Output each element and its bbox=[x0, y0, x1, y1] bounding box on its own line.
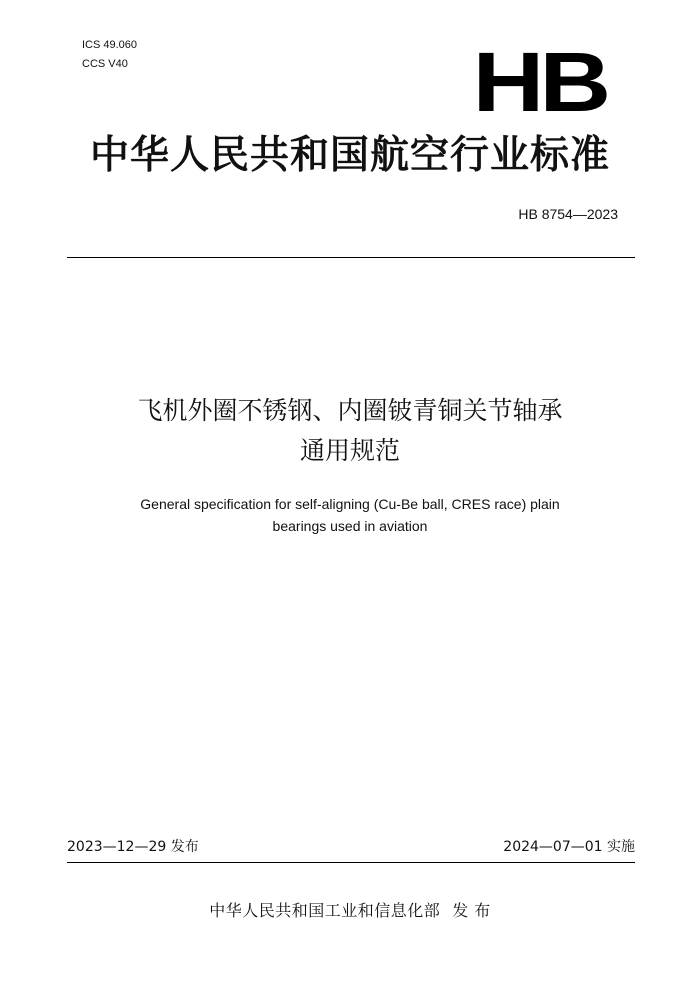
standard-category-title: 中华人民共和国航空行业标准 bbox=[89, 133, 610, 178]
ccs-code: CCS V40 bbox=[82, 58, 128, 70]
bottom-divider bbox=[67, 862, 635, 863]
publish-action: 发 布 bbox=[452, 901, 491, 920]
classification-codes bbox=[82, 36, 137, 74]
publisher-name: 中华人民共和国工业和信息化部 bbox=[209, 901, 441, 920]
english-title-line-1: General specification for self-aligning (Cu-Be ball, CRES race) plain bbox=[140, 496, 560, 512]
hb-logo: HB bbox=[472, 35, 606, 129]
publisher bbox=[0, 898, 700, 921]
top-divider bbox=[67, 257, 635, 258]
issue-date: 2023—12—29 发布 bbox=[67, 839, 199, 855]
ics-code: ICS 49.060 bbox=[82, 39, 138, 51]
standard-number: HB 8754—2023 bbox=[518, 206, 618, 222]
implementation-date: 2024—07—01 实施 bbox=[503, 839, 635, 855]
chinese-title-line-2: 通用规范 bbox=[299, 436, 400, 465]
english-title-line-2: bearings used in aviation bbox=[272, 518, 428, 534]
chinese-title-line-1: 飞机外圈不锈钢、内圈铍青铜关节轴承 bbox=[137, 396, 563, 425]
